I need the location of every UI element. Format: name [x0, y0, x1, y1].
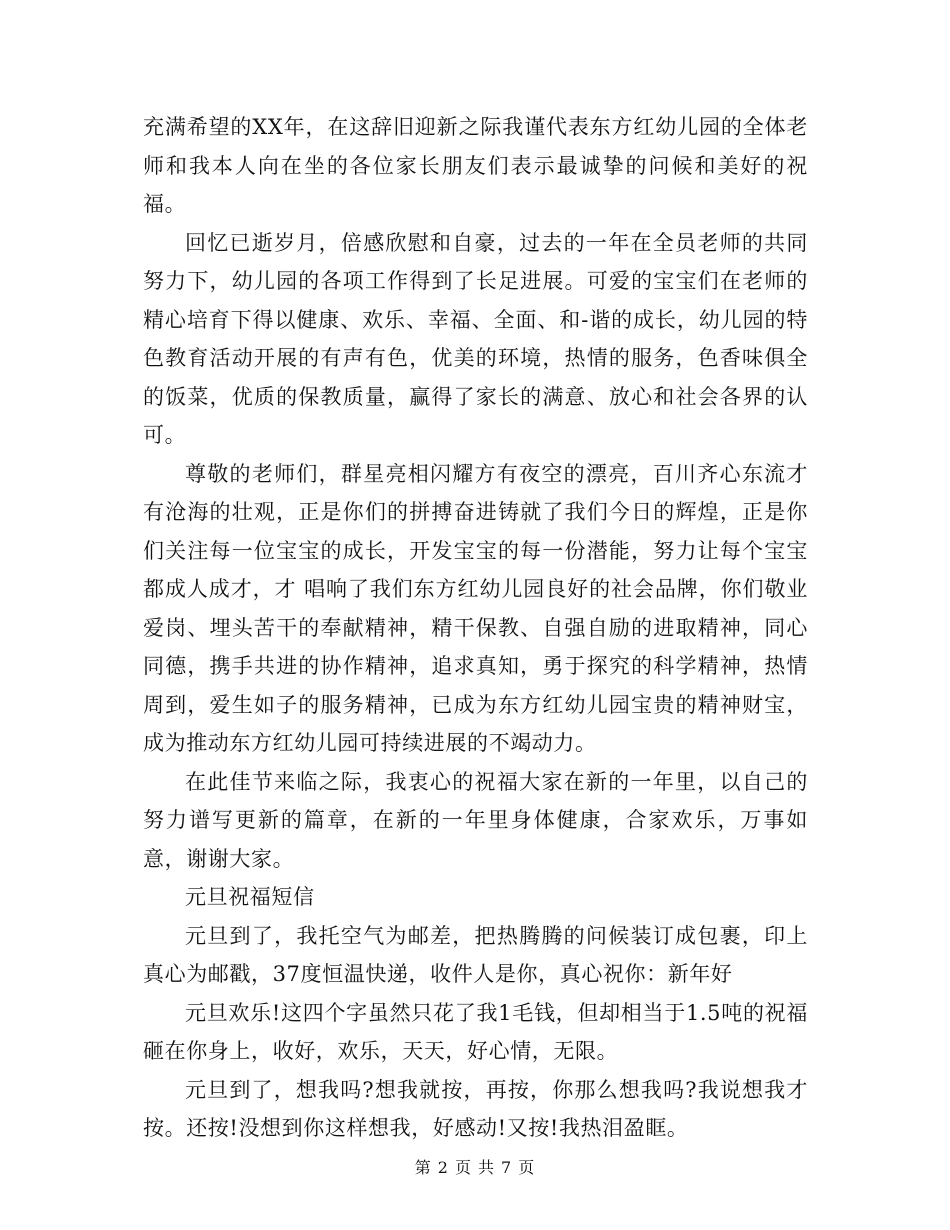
page-label-mid2: 共	[478, 1158, 496, 1177]
page-label-suffix: 页	[518, 1158, 536, 1177]
paragraph: 元旦欢乐!这四个字虽然只花了我1毛钱，但却相当于1.5吨的祝福砸在你身上，收好，欢乐，天天，好心情，无限。	[143, 1000, 808, 1063]
paragraph: 尊敬的老师们，群星亮相闪耀方有夜空的漂亮，百川齐心东流才有沧海的壮观，正是你们的拼搏奋进铸就了我们今日的辉煌，正是你们关注每一位宝宝的成长，开发宝宝的每一份潜能，努力让每个宝宝都成人成才，才 唱响了我们东方红幼儿园良好的社会品牌，你们敬业爱岗、埋头苦干的奉献精神，精干保教、自强自励的进取精神，同心同德，携手共进的协作精神，追求真知，勇于探究的科学精神，热情周到，爱生如子的服务精神，已成为东方红幼儿园宝贵的精神财宝，成为推动东方红幼儿园可持续进展的不竭动力。	[143, 461, 808, 755]
section-heading: 元旦祝福短信	[185, 885, 315, 909]
paragraph: 在此佳节来临之际，我衷心的祝福大家在新的一年里，以自己的努力谱写更新的篇章，在新的一年里身体健康，合家欢乐，万事如意，谢谢大家。	[143, 769, 808, 871]
paragraph: 回忆已逝岁月，倍感欣慰和自豪，过去的一年在全员老师的共同努力下，幼儿园的各项工作得到了长足进展。可爱的宝宝们在老师的精心培育下得以健康、欢乐、幸福、全面、和-谐的成长，幼儿园的特色教育活动开展的有声有色，优美的环境，热情的服务，色香味俱全的饭菜，优质的保教质量，赢得了家长的满意、放心和社会各界的认可。	[143, 230, 808, 447]
total-pages-number: 7	[501, 1158, 513, 1177]
page-label-prefix: 第	[414, 1158, 432, 1177]
current-page-number: 2	[437, 1158, 449, 1177]
paragraph: 元旦到了，想我吗?想我就按，再按，你那么想我吗?我说想我才按。还按!没想到你这样想我，好感动!又按!我热泪盈眶。	[143, 1077, 808, 1140]
paragraph: 充满希望的XX年，在这辞旧迎新之际我谨代表东方红幼儿园的全体老师和我本人向在坐的各位家长朋友们表示最诚挚的问候和美好的祝福。	[143, 115, 808, 216]
document-body	[143, 108, 808, 1148]
paragraph: 元旦到了，我托空气为邮差，把热腾腾的问候装订成包裹，印上真心为邮戳，37度恒温快递，收件人是你，真心祝你：新年好	[143, 923, 808, 986]
page-footer	[0, 1155, 950, 1178]
page-label-mid1: 页	[454, 1158, 472, 1177]
